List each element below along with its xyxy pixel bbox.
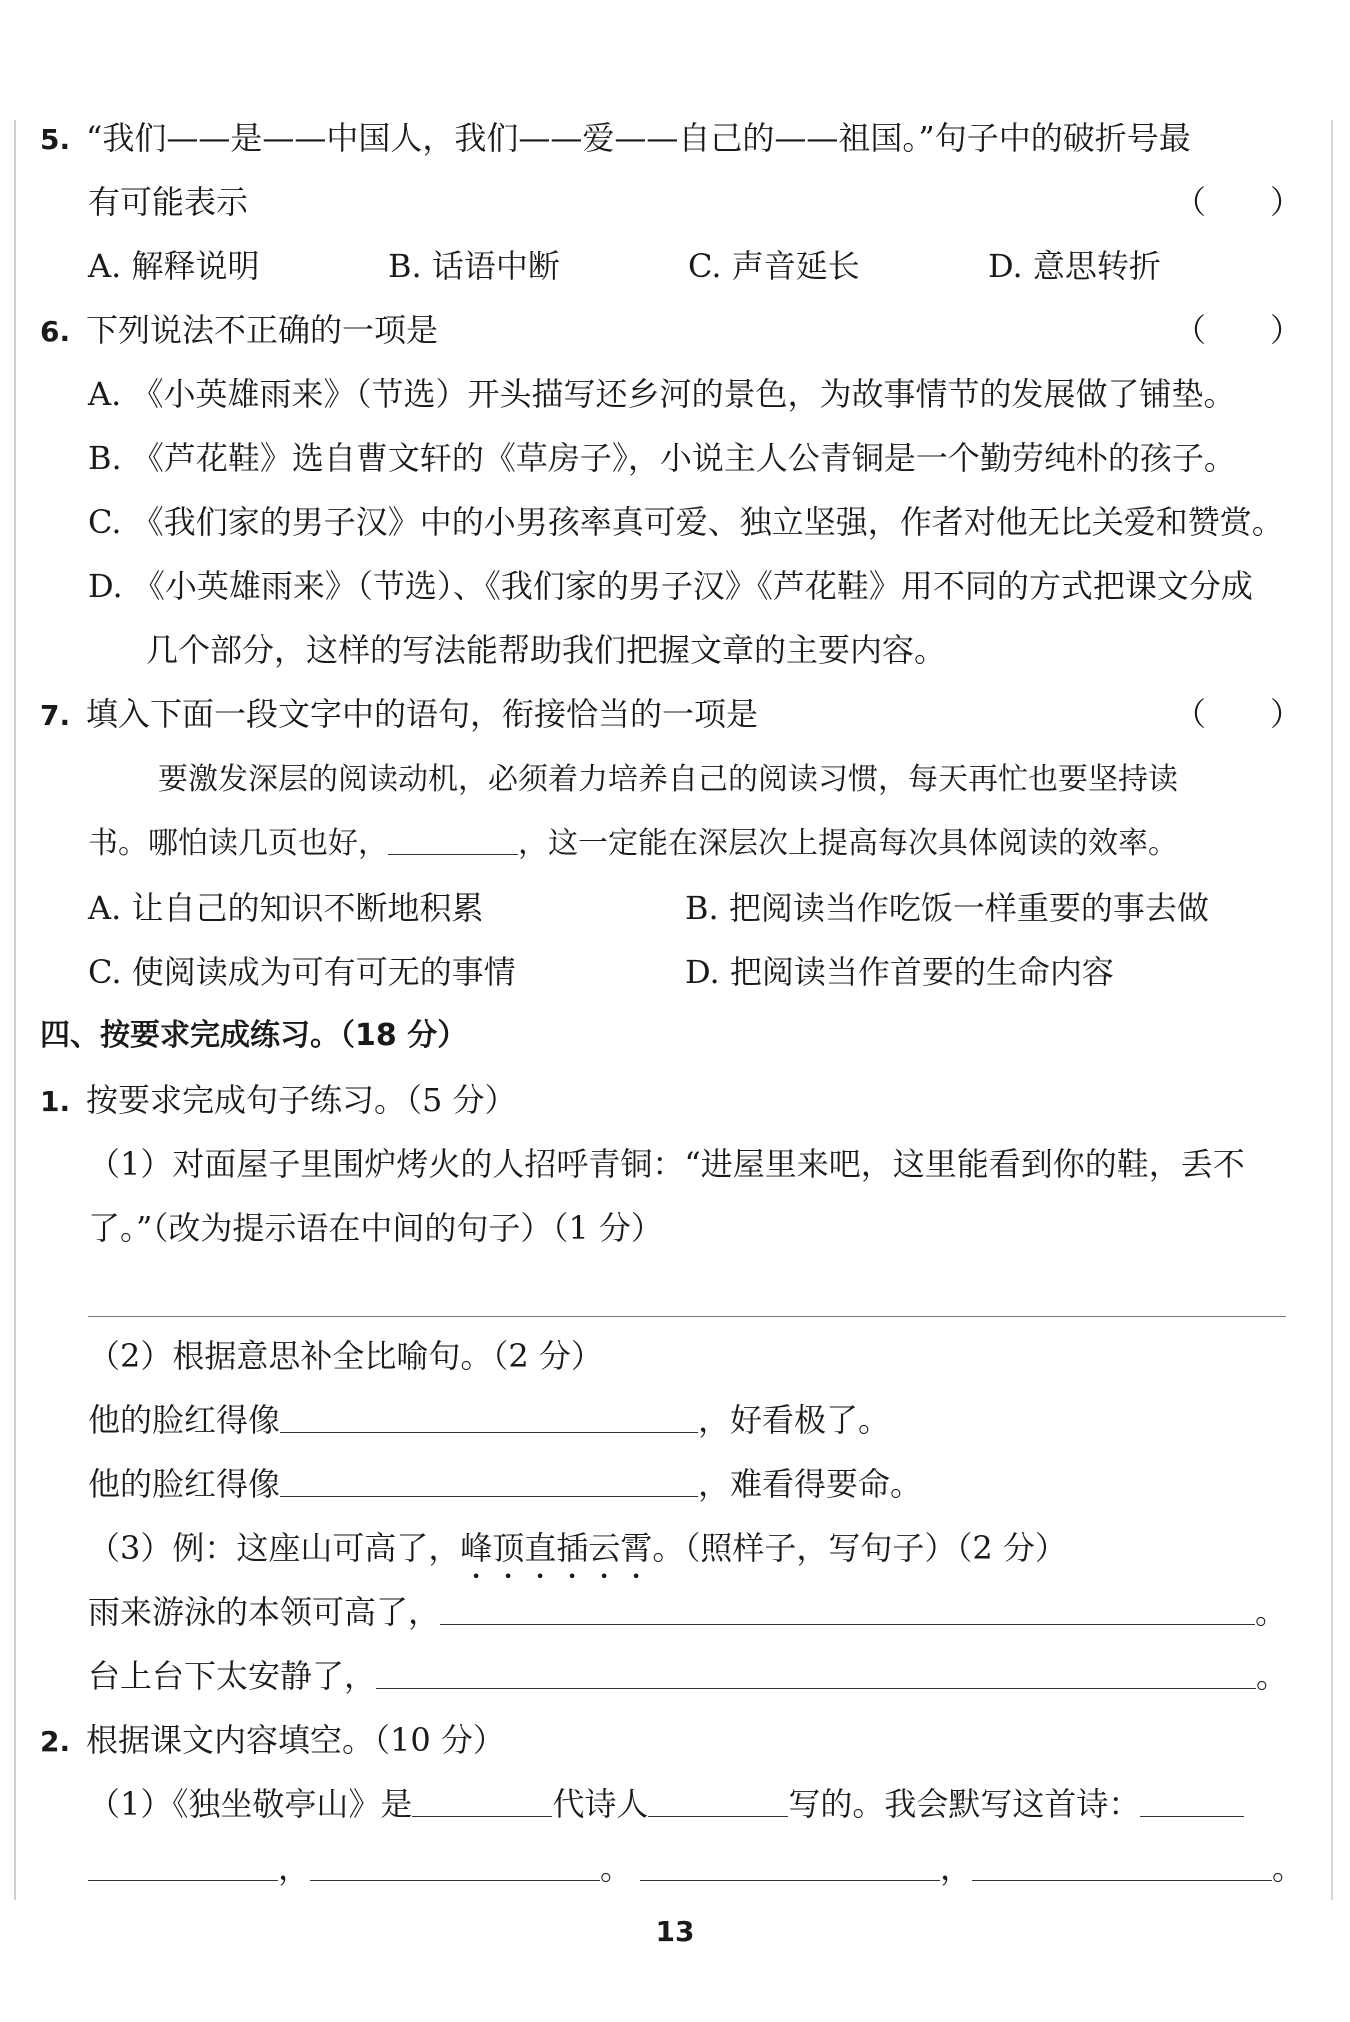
q6-option-d-line1[interactable]: D. 《小英雄雨来》（节选）、《我们家的男子汉》《芦花鞋》用不同的方式把课文分成 [88, 567, 1253, 605]
poem-intro-a: （1）《独坐敬亭山》是 [88, 1785, 413, 1823]
s4-q2-number: 2. [40, 1725, 71, 1758]
q7-number: 7. [40, 699, 71, 732]
q7-stem: 填入下面一段文字中的语句，衔接恰当的一项是 [86, 695, 759, 733]
s4-q1-part2-title: （2）根据意思补全比喻句。（2 分） [88, 1337, 603, 1375]
s4-q1-part1-line1: （1）对面屋子里围炉烤火的人招呼青铜：“进屋里来吧，这里能看到你的鞋，丢不 [88, 1145, 1245, 1183]
simile-suffix-2: ，难看得要命。 [698, 1465, 923, 1503]
simile-suffix-1: ，好看极了。 [698, 1401, 891, 1439]
q7-fill-blank[interactable] [388, 814, 518, 855]
sentence2-prefix: 台上台下太安静了， [88, 1657, 377, 1695]
q5-number: 5. [40, 123, 71, 156]
simile-prefix: 他的脸红得像 [88, 1465, 281, 1503]
sentence1-prefix: 雨来游泳的本领可高了， [88, 1593, 441, 1631]
q7-option-c[interactable]: C. 使阅读成为可有可无的事情 [88, 953, 516, 991]
q5-stem-line1: “我们——是——中国人，我们——爱——自己的——祖国。”句子中的破折号最 [86, 119, 1191, 157]
poem-period-1: 。 [600, 1849, 633, 1887]
poem-intro-c: 写的。我会默写这首诗： [788, 1785, 1141, 1823]
s4-q1-part1-line2: 了。”（改为提示语在中间的句子）（1 分） [88, 1209, 663, 1247]
q5-stem-line2: 有可能表示 [88, 183, 249, 221]
s4-q1-stem-row [40, 1070, 1310, 1130]
q6-option-d-line2: 几个部分，这样的写法能帮助我们把握文章的主要内容。 [146, 631, 947, 669]
s4-q2-stem-row [40, 1710, 1310, 1770]
s4-q1-stem: 按要求完成句子练习。（5 分） [86, 1081, 517, 1119]
q5-option-b[interactable]: B. 话语中断 [388, 247, 560, 285]
example-suffix: 。（照样子，写句子）（2 分） [652, 1529, 1067, 1567]
poem-blank-4[interactable] [972, 1840, 1272, 1881]
s4-q2-line1 [40, 1774, 1350, 1834]
q5-line2 [40, 172, 1310, 232]
q5-line1 [40, 108, 1310, 168]
section-4-title: 四、按要求完成练习。（18 分） [40, 1018, 468, 1053]
q7-answer-paren[interactable]: （ ） [1173, 695, 1302, 733]
page-edge-left [14, 120, 16, 1900]
q6-stem-row [40, 300, 1310, 360]
simile-blank-1[interactable] [280, 1392, 698, 1433]
simile-blank-2[interactable] [280, 1456, 698, 1497]
dynasty-blank[interactable] [412, 1776, 552, 1817]
q5-option-c[interactable]: C. 声音延长 [688, 247, 860, 285]
q6-answer-paren[interactable]: （ ） [1173, 311, 1302, 349]
poem-blank-3[interactable] [640, 1840, 940, 1881]
q7-option-d[interactable]: D. 把阅读当作首要的生命内容 [685, 953, 1114, 991]
q7-passage-line2 [40, 814, 1350, 874]
poem-blank-1[interactable] [88, 1840, 278, 1881]
s4-q1-number: 1. [40, 1085, 71, 1118]
q6-stem: 下列说法不正确的一项是 [86, 311, 439, 349]
q7-passage-line1: 要激发深层的阅读动机，必须着力培养自己的阅读习惯，每天再忙也要坚持读 [158, 762, 1178, 797]
poem-comma-2: ， [940, 1849, 973, 1887]
sentence2-period: 。 [1256, 1657, 1289, 1695]
q7-options-row2 [40, 942, 1310, 1002]
poem-period-2: 。 [1272, 1849, 1305, 1887]
q7-options-row1 [40, 878, 1310, 938]
poem-intro-b: 代诗人 [552, 1785, 649, 1823]
s4-q1-part3-sentence2 [40, 1646, 1350, 1706]
page-number: 13 [655, 1915, 695, 1948]
s4-q1-part2-sentence1 [40, 1390, 1350, 1450]
s4-q1-part2-sentence2 [40, 1454, 1350, 1514]
poem-comma-1: ， [278, 1849, 311, 1887]
q5-option-a[interactable]: A. 解释说明 [88, 247, 260, 285]
sentence2-blank[interactable] [376, 1648, 1256, 1689]
sentence1-blank[interactable] [440, 1584, 1255, 1625]
q7-passage-part2: ，这一定能在深层次上提高每次具体阅读的效率。 [518, 826, 1178, 861]
q6-option-c[interactable]: C. 《我们家的男子汉》中的小男孩率真可爱、独立坚强，作者对他无比关爱和赞赏。 [88, 503, 1284, 541]
s4-q1-part1-answer-line[interactable] [88, 1316, 1286, 1317]
example-dotted-phrase: 峰顶直插云霄 [460, 1529, 653, 1567]
q5-option-d[interactable]: D. 意思转折 [988, 247, 1161, 285]
s4-q2-line2 [40, 1838, 1350, 1898]
poem-line1-blank-start[interactable] [1140, 1776, 1244, 1817]
simile-prefix: 他的脸红得像 [88, 1401, 281, 1439]
q7-option-b[interactable]: B. 把阅读当作吃饭一样重要的事去做 [685, 889, 1209, 927]
q6-option-b[interactable]: B. 《芦花鞋》选自曹文轩的《草房子》，小说主人公青铜是一个勤劳纯朴的孩子。 [88, 439, 1236, 477]
q5-options [40, 236, 1310, 296]
sentence1-period: 。 [1255, 1593, 1288, 1631]
q7-passage-part1: 书。哪怕读几页也好， [88, 826, 388, 861]
poem-blank-2[interactable] [310, 1840, 600, 1881]
q6-option-a[interactable]: A. 《小英雄雨来》（节选）开头描写还乡河的景色，为故事情节的发展做了铺垫。 [88, 375, 1236, 413]
poet-blank[interactable] [648, 1776, 788, 1817]
s4-q1-part3-sentence1 [40, 1582, 1350, 1642]
s4-q2-stem: 根据课文内容填空。（10 分） [86, 1721, 505, 1759]
example-prefix: （3）例：这座山可高了， [88, 1529, 461, 1567]
q6-number: 6. [40, 315, 71, 348]
q7-stem-row [40, 684, 1310, 744]
s4-q1-part3-title [40, 1518, 1350, 1578]
q7-option-a[interactable]: A. 让自己的知识不断地积累 [88, 889, 484, 927]
q5-answer-paren[interactable]: （ ） [1173, 183, 1302, 221]
